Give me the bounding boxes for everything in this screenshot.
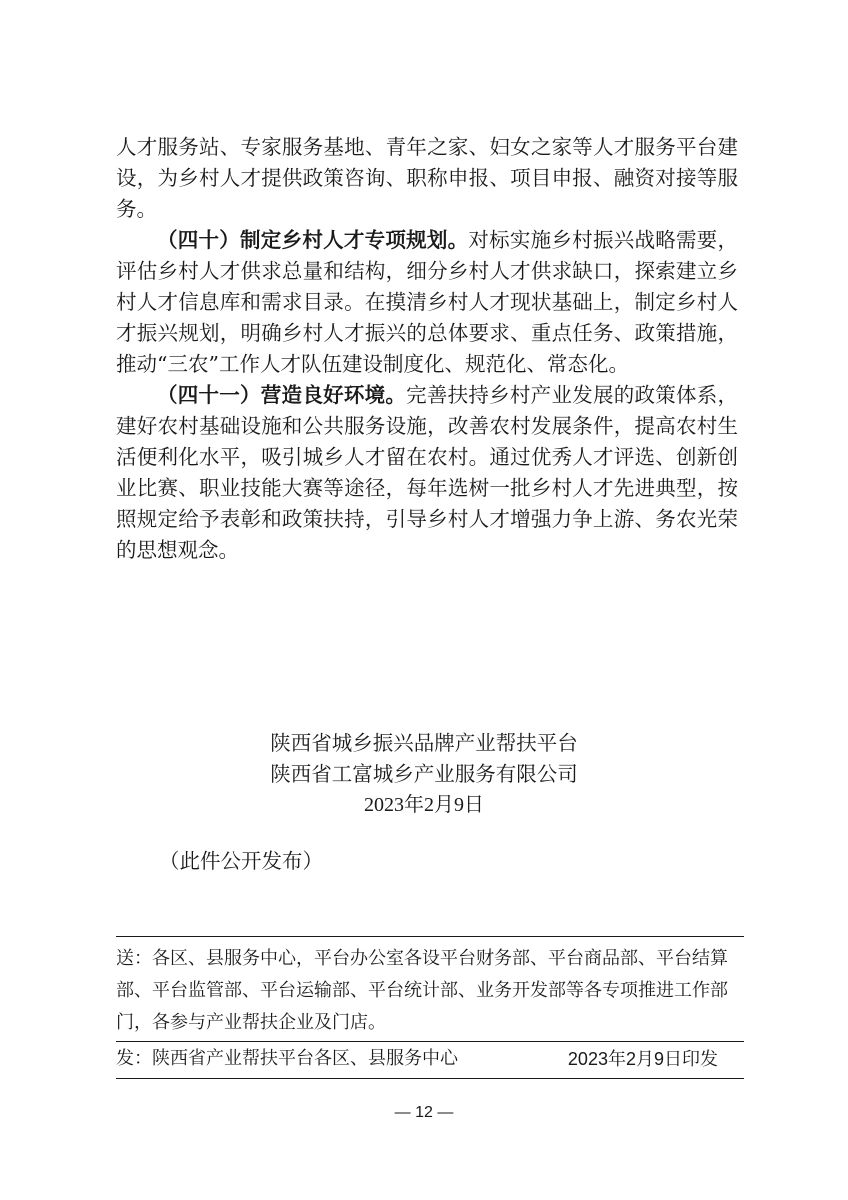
section-heading: （四十）制定乡村人才专项规划。 <box>157 228 469 252</box>
section-heading: （四十一）营造良好环境。 <box>157 383 407 407</box>
distribution-block <box>116 936 744 1079</box>
issue-date: 2023年2月9日印发 <box>567 1049 718 1069</box>
paragraph-text: 对标实施乡村振兴战略需要，评估乡村人才供求总量和结构，细分乡村人才供求缺口，探索建立乡村人才信息库和需求目录。在摸清乡村人才现状基础上，制定乡村人才振兴规划，明确乡村人才振兴的总体要求、重点任务、政策措施，推动“三农”工作人才队伍建设制度化、规范化、常态化。 <box>116 228 739 376</box>
signature-org-1: 陕西省城乡振兴品牌产业帮扶平台 <box>270 731 578 755</box>
page-number: — 12 — <box>394 1104 454 1121</box>
issuer: 发：陕西省产业帮扶平台各区、县服务中心 <box>116 1048 458 1069</box>
paragraph-continuation <box>116 132 738 225</box>
paragraph-text: 人才服务站、专家服务基地、青年之家、妇女之家等人才服务平台建设，为乡村人才提供政策咨询、职称申报、项目申报、融资对接等服务。 <box>116 135 738 221</box>
cc-list: 送：各区、县服务中心，平台办公室各设平台财务部、平台商品部、平台结算部、平台监管部、平台运输部、平台统计部、业务开发部等各专项推进工作部门，各参与产业帮扶企业及门店。 <box>116 948 728 1033</box>
issue-line <box>116 1041 744 1074</box>
paragraph-talent-planning <box>116 225 738 380</box>
document-body <box>116 132 738 566</box>
paragraph-text: 完善扶持乡村产业发展的政策体系，建好农村基础设施和公共服务设施，改善农村发展条件，提高农村生活便利化水平，吸引城乡人才留在农村。通过优秀人才评选、创新创业比赛、职业技能大赛等途径，每年选树一批乡村人才先进典型，按照规定给予表彰和政策扶持，引导乡村人才增强力争上游、务农光荣的思想观念。 <box>116 383 739 562</box>
signature-org-2: 陕西省工富城乡产业服务有限公司 <box>270 762 578 786</box>
signature-block <box>0 728 848 821</box>
paragraph-environment <box>116 380 738 566</box>
public-release-note: （此件公开发布） <box>159 849 323 873</box>
signature-date: 2023年2月9日 <box>364 794 484 816</box>
